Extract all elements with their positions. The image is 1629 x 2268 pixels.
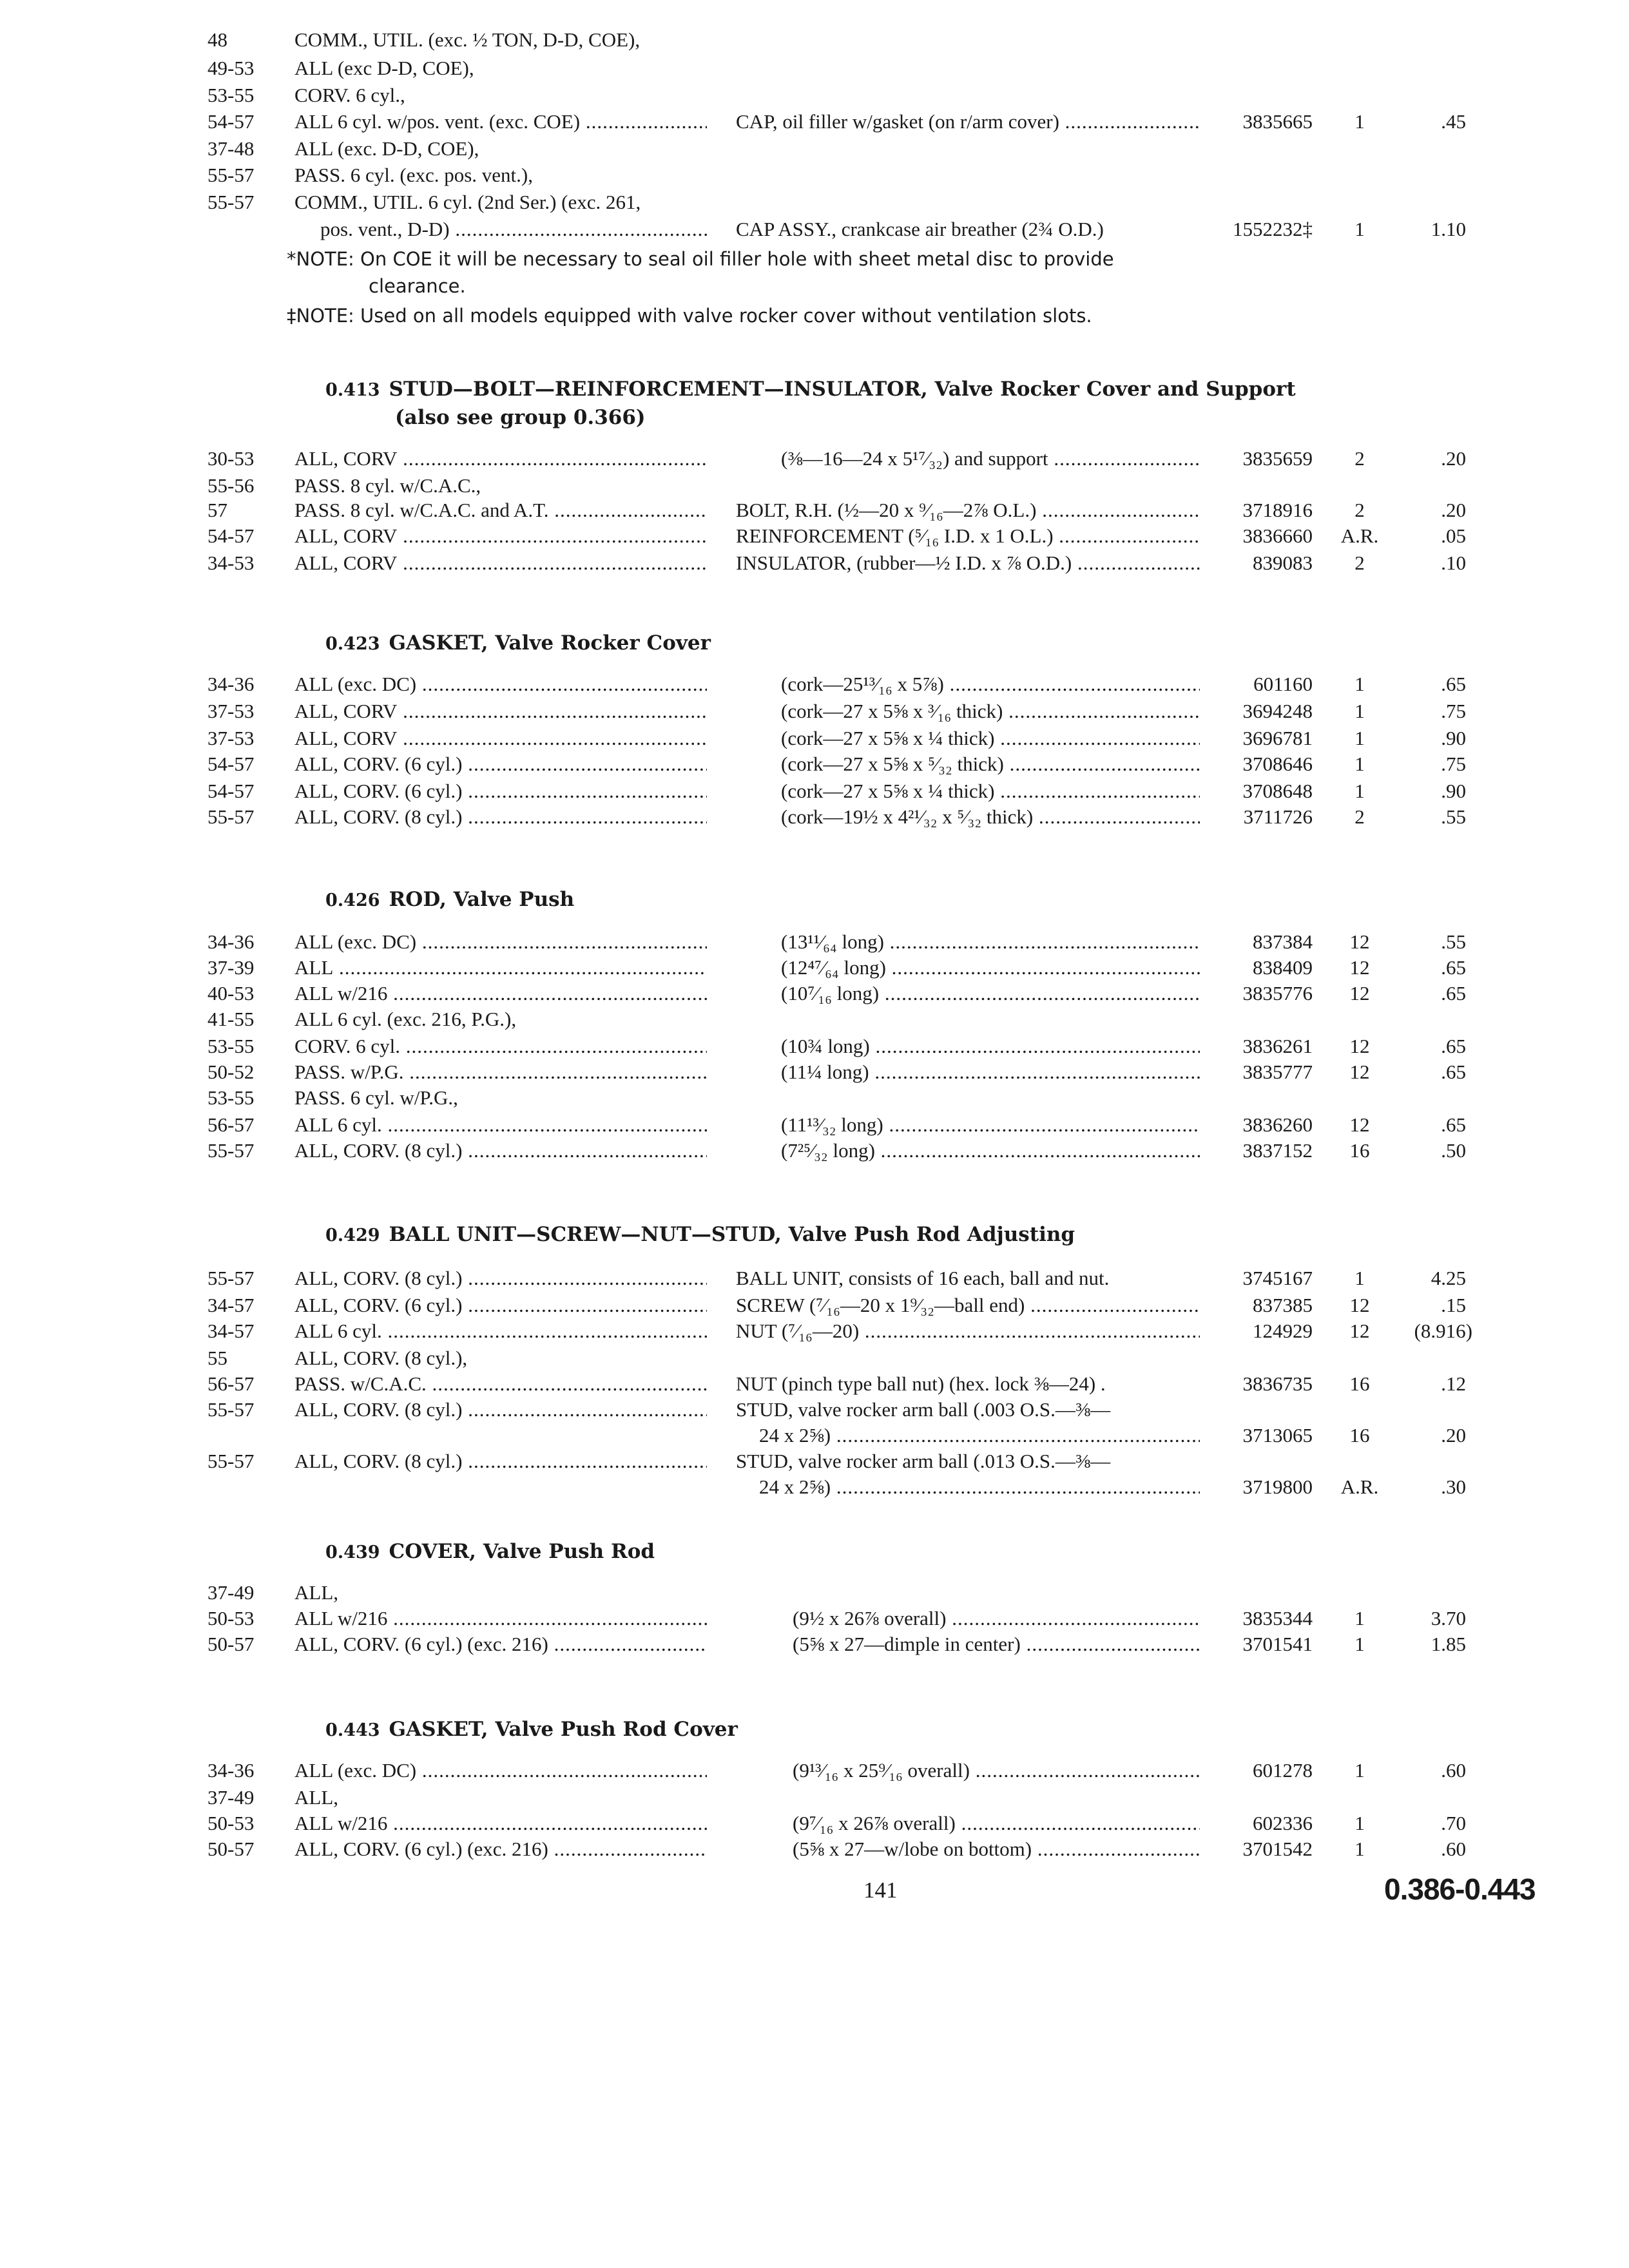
price: .55 xyxy=(1441,930,1466,953)
quantity: A.R. xyxy=(1340,1475,1379,1498)
table-row xyxy=(0,161,1629,189)
table-row xyxy=(0,1447,1629,1475)
quantity: 12 xyxy=(1349,1035,1370,1057)
quantity: 12 xyxy=(1349,956,1370,979)
table-row xyxy=(0,928,1629,956)
application: pos. vent., D-D) ..... xyxy=(294,215,707,244)
application: ALL 6 cyl. ..... xyxy=(294,1111,707,1139)
table-row xyxy=(0,1756,1629,1785)
application: ALL w/216 ..... xyxy=(294,1604,707,1633)
table-row xyxy=(0,670,1629,698)
quantity: 16 xyxy=(1349,1372,1370,1395)
price: .90 xyxy=(1441,727,1466,749)
years: 55-57 xyxy=(207,1450,255,1472)
quantity: 1 xyxy=(1354,1812,1365,1834)
part-description: (9½ x 26⅞ overall) ..... xyxy=(736,1604,1200,1633)
table-row xyxy=(0,108,1629,136)
part-number: 3835776 xyxy=(1242,982,1313,1004)
application: ALL, CORV. (8 cyl.) ..... xyxy=(294,803,707,831)
price: .60 xyxy=(1441,1759,1466,1782)
application: ALL, CORV. (8 cyl.), xyxy=(294,1347,468,1369)
application: ALL, CORV. (8 cyl.) ..... xyxy=(294,1447,707,1475)
table-row xyxy=(0,1291,1629,1320)
years: 57 xyxy=(207,499,227,521)
part-number: 3718916 xyxy=(1242,499,1313,521)
part-number: 839083 xyxy=(1253,552,1313,574)
quantity: 12 xyxy=(1349,1061,1370,1083)
years: 41-55 xyxy=(207,1008,255,1030)
application: ALL w/216 ..... xyxy=(294,979,707,1008)
application: ALL, CORV. (6 cyl.) ..... xyxy=(294,777,707,805)
table-row xyxy=(0,1084,1629,1112)
table-row xyxy=(0,549,1629,577)
application: ALL (exc. DC) ..... xyxy=(294,928,707,956)
part-description: 24 x 2⅝) ..... xyxy=(736,1473,1200,1501)
table-row xyxy=(0,777,1629,805)
price: .45 xyxy=(1441,110,1466,133)
quantity: 12 xyxy=(1349,982,1370,1004)
application: PASS. w/P.G. ..... xyxy=(294,1058,707,1086)
application: ALL w/216 ..... xyxy=(294,1809,707,1838)
table-row xyxy=(0,1809,1629,1838)
table-row xyxy=(0,26,1629,54)
table-row xyxy=(0,1579,1629,1607)
application: ALL 6 cyl. w/pos. vent. (exc. COE) ..... xyxy=(294,108,707,136)
application: COMM., UTIL. (exc. ½ TON, D-D, COE), xyxy=(294,28,641,51)
application: ALL, xyxy=(294,1786,339,1809)
part-description: (9⁷⁄₁₆ x 26⅞ overall) ..... xyxy=(736,1809,1200,1838)
part-description: STUD, valve rocker arm ball (.003 O.S.—⅜— xyxy=(736,1398,1111,1421)
part-number: 837385 xyxy=(1253,1294,1313,1316)
note-ventilation: ‡NOTE: Used on all models equipped with valve rocker cover without ventilation slots. xyxy=(287,305,1092,327)
section-heading xyxy=(325,375,1296,405)
price: .20 xyxy=(1441,1424,1466,1446)
price: .20 xyxy=(1441,499,1466,521)
part-number: 3836260 xyxy=(1242,1113,1313,1136)
years: 54-57 xyxy=(207,780,255,802)
years: 55-57 xyxy=(207,1139,255,1162)
part-description: SCREW (⁷⁄₁₆—20 x 1⁹⁄₃₂—ball end) ..... xyxy=(736,1291,1200,1320)
table-row xyxy=(0,1370,1629,1398)
part-description: (10¾ long) ..... xyxy=(736,1032,1200,1061)
quantity: 12 xyxy=(1349,1113,1370,1136)
years: 50-57 xyxy=(207,1838,255,1860)
part-number: 3837152 xyxy=(1242,1139,1313,1162)
table-row xyxy=(0,1473,1629,1501)
price: .65 xyxy=(1441,1035,1466,1057)
application: ALL, CORV. (6 cyl.) ..... xyxy=(294,1291,707,1320)
application: ALL (exc D-D, COE), xyxy=(294,57,474,79)
table-row xyxy=(0,445,1629,473)
table-row xyxy=(0,1630,1629,1658)
application: ALL 6 cyl. ..... xyxy=(294,1317,707,1345)
table-row xyxy=(0,496,1629,524)
application: ALL ..... xyxy=(294,954,707,982)
years: 37-48 xyxy=(207,137,255,160)
application: PASS. 6 cyl. w/P.G., xyxy=(294,1086,458,1109)
years: 37-39 xyxy=(207,956,255,979)
section-code: 0.423 xyxy=(325,634,380,654)
section-code: 0.443 xyxy=(325,1720,380,1740)
quantity: 1 xyxy=(1354,218,1365,240)
part-description: (12⁴⁷⁄₆₄ long) ..... xyxy=(736,954,1200,982)
section-heading xyxy=(325,629,711,658)
application: PASS. 8 cyl. w/C.A.C., xyxy=(294,474,481,497)
section-title: STUD—BOLT—REINFORCEMENT—INSULATOR, Valve Rocker Cover and Support xyxy=(389,378,1296,401)
years: 50-57 xyxy=(207,1633,255,1655)
quantity: 16 xyxy=(1349,1139,1370,1162)
table-row xyxy=(0,1835,1629,1863)
application: ALL, CORV. (6 cyl.) (exc. 216) ..... xyxy=(294,1630,707,1658)
table-row xyxy=(0,1421,1629,1450)
quantity: 1 xyxy=(1354,780,1365,802)
section-title: GASKET, Valve Rocker Cover xyxy=(389,631,711,655)
table-row xyxy=(0,1317,1629,1345)
section-title: ROD, Valve Push xyxy=(389,888,575,911)
quantity: 1 xyxy=(1354,727,1365,749)
application: ALL, CORV ..... xyxy=(294,724,707,753)
part-number: 3835659 xyxy=(1242,447,1313,470)
table-row xyxy=(0,54,1629,82)
section-heading xyxy=(325,1220,1075,1250)
part-number: 3696781 xyxy=(1242,727,1313,749)
table-row xyxy=(0,1032,1629,1061)
price: .65 xyxy=(1441,956,1466,979)
years: 56-57 xyxy=(207,1372,255,1395)
part-number: 602336 xyxy=(1253,1812,1313,1834)
table-row xyxy=(0,1344,1629,1372)
part-number: 3836261 xyxy=(1242,1035,1313,1057)
years: 50-53 xyxy=(207,1607,255,1629)
years: 53-55 xyxy=(207,1086,255,1109)
price: 1.10 xyxy=(1431,218,1466,240)
years: 37-53 xyxy=(207,727,255,749)
quantity: 1 xyxy=(1354,110,1365,133)
price: 3.70 xyxy=(1431,1607,1466,1629)
price: .30 xyxy=(1441,1475,1466,1498)
years: 34-57 xyxy=(207,1320,255,1342)
years: 54-57 xyxy=(207,753,255,775)
price: .70 xyxy=(1441,1812,1466,1834)
table-row xyxy=(0,750,1629,778)
application: ALL, CORV. (8 cyl.) ..... xyxy=(294,1264,707,1293)
quantity: 12 xyxy=(1349,1294,1370,1316)
years: 53-55 xyxy=(207,84,255,106)
years: 50-52 xyxy=(207,1061,255,1083)
price: 1.85 xyxy=(1431,1633,1466,1655)
part-number: 3836660 xyxy=(1242,524,1313,547)
part-description: CAP ASSY., crankcase air breather (2¾ O.D.) xyxy=(736,218,1104,240)
years: 40-53 xyxy=(207,982,255,1004)
part-description: (⅜—16—24 x 5¹⁷⁄₃₂) and support ..... xyxy=(736,445,1200,473)
table-row xyxy=(0,1264,1629,1293)
table-row xyxy=(0,81,1629,110)
part-number: 3708648 xyxy=(1242,780,1313,802)
years: 37-49 xyxy=(207,1581,255,1604)
years: 34-53 xyxy=(207,552,255,574)
price: .90 xyxy=(1441,780,1466,802)
part-number: 3835777 xyxy=(1242,1061,1313,1083)
table-row xyxy=(0,1058,1629,1086)
table-row xyxy=(0,1604,1629,1633)
years: 34-36 xyxy=(207,673,255,695)
years: 55-57 xyxy=(207,164,255,186)
table-row xyxy=(0,697,1629,726)
part-description: (9¹³⁄₁₆ x 25⁹⁄₁₆ overall) ..... xyxy=(736,1756,1200,1785)
price: .65 xyxy=(1441,1061,1466,1083)
part-number: 124929 xyxy=(1253,1320,1313,1342)
part-number: 3701541 xyxy=(1242,1633,1313,1655)
part-number: 3835665 xyxy=(1242,110,1313,133)
application: ALL (exc. D-D, COE), xyxy=(294,137,479,160)
part-number: 3711726 xyxy=(1243,805,1313,828)
table-row xyxy=(0,1005,1629,1033)
section-code: 0.426 xyxy=(325,890,380,910)
part-description: (cork—25¹³⁄₁₆ x 5⅞) ..... xyxy=(736,670,1200,698)
part-description: (11¹³⁄₃₂ long) ..... xyxy=(736,1111,1200,1139)
table-row xyxy=(0,954,1629,982)
part-description: (5⅝ x 27—dimple in center) ..... xyxy=(736,1630,1200,1658)
part-number: 601278 xyxy=(1253,1759,1313,1782)
table-row xyxy=(0,803,1629,831)
years: 55 xyxy=(207,1347,227,1369)
years: 49-53 xyxy=(207,57,255,79)
years: 50-53 xyxy=(207,1812,255,1834)
application: PASS. 6 cyl. (exc. pos. vent.), xyxy=(294,164,533,186)
section-title: GASKET, Valve Push Rod Cover xyxy=(389,1718,738,1741)
quantity: 12 xyxy=(1349,930,1370,953)
quantity: 1 xyxy=(1354,1759,1365,1782)
quantity: 1 xyxy=(1354,753,1365,775)
section-code: 0.429 xyxy=(325,1225,380,1245)
application: PASS. w/C.A.C. ..... xyxy=(294,1370,707,1398)
quantity: 16 xyxy=(1349,1424,1370,1446)
price: .20 xyxy=(1441,447,1466,470)
part-description: INSULATOR, (rubber—½ I.D. x ⅞ O.D.) ..... xyxy=(736,549,1200,577)
table-row xyxy=(0,522,1629,550)
application: COMM., UTIL. 6 cyl. (2nd Ser.) (exc. 261, xyxy=(294,191,641,213)
group-range: 0.386-0.443 xyxy=(1384,1872,1536,1906)
quantity: 1 xyxy=(1354,1607,1365,1629)
part-description: REINFORCEMENT (⁵⁄₁₆ I.D. x 1 O.L.) ..... xyxy=(736,522,1200,550)
part-description: (7²⁵⁄₃₂ long) ..... xyxy=(736,1137,1200,1165)
part-description: (cork—27 x 5⅝ x ¼ thick) ..... xyxy=(736,777,1200,805)
years: 54-57 xyxy=(207,110,255,133)
quantity: 1 xyxy=(1354,1267,1365,1289)
price: .10 xyxy=(1441,552,1466,574)
price: .15 xyxy=(1441,1294,1466,1316)
part-description: BALL UNIT, consists of 16 each, ball and nut. xyxy=(736,1267,1110,1289)
years: 55-57 xyxy=(207,805,255,828)
quantity: A.R. xyxy=(1340,524,1379,547)
years: 37-53 xyxy=(207,700,255,722)
section-subtitle: (also see group 0.366) xyxy=(395,406,646,429)
part-description: (cork—19½ x 4²¹⁄₃₂ x ⁵⁄₃₂ thick) ..... xyxy=(736,803,1200,831)
table-row xyxy=(0,188,1629,216)
years: 34-36 xyxy=(207,1759,255,1782)
price: .65 xyxy=(1441,982,1466,1004)
part-number: 3719800 xyxy=(1242,1475,1313,1498)
quantity: 1 xyxy=(1354,673,1365,695)
part-description: STUD, valve rocker arm ball (.013 O.S.—⅜— xyxy=(736,1450,1111,1472)
quantity: 1 xyxy=(1354,700,1365,722)
part-description: CAP, oil filler w/gasket (on r/arm cover) ..... xyxy=(736,108,1200,136)
part-description: BOLT, R.H. (½—20 x ⁹⁄₁₆—2⅞ O.L.) ..... xyxy=(736,496,1200,524)
quantity: 2 xyxy=(1354,552,1365,574)
application: ALL, CORV. (6 cyl.) (exc. 216) ..... xyxy=(294,1835,707,1863)
application: ALL, CORV ..... xyxy=(294,697,707,726)
years: 55-57 xyxy=(207,1398,255,1421)
years: 30-53 xyxy=(207,447,255,470)
table-row xyxy=(0,1396,1629,1424)
price: .60 xyxy=(1441,1838,1466,1860)
quantity: 12 xyxy=(1349,1320,1370,1342)
section-title: BALL UNIT—SCREW—NUT—STUD, Valve Push Rod Adjusting xyxy=(389,1223,1075,1246)
part-number: 3836735 xyxy=(1242,1372,1313,1395)
part-number: 3694248 xyxy=(1242,700,1313,722)
section-heading xyxy=(325,1537,655,1567)
application: CORV. 6 cyl. ..... xyxy=(294,1032,707,1061)
table-row xyxy=(0,215,1629,244)
part-number: 601160 xyxy=(1253,673,1313,695)
years: 55-56 xyxy=(207,474,255,497)
part-number: 3713065 xyxy=(1242,1424,1313,1446)
price: (8.916) xyxy=(1414,1320,1472,1342)
part-description: (cork—27 x 5⅝ x ³⁄₁₆ thick) ..... xyxy=(736,697,1200,726)
part-description: (5⅝ x 27—w/lobe on bottom) ..... xyxy=(736,1835,1200,1863)
part-number: 3835344 xyxy=(1242,1607,1313,1629)
application: ALL (exc. DC) ..... xyxy=(294,670,707,698)
page-number: 141 xyxy=(863,1878,898,1903)
table-row xyxy=(0,1137,1629,1165)
price: .55 xyxy=(1441,805,1466,828)
price: 4.25 xyxy=(1431,1267,1466,1289)
years: 37-49 xyxy=(207,1786,255,1809)
price: .75 xyxy=(1441,753,1466,775)
note-coe-continued: clearance. xyxy=(369,275,466,297)
price: .05 xyxy=(1441,524,1466,547)
years: 56-57 xyxy=(207,1113,255,1136)
table-row xyxy=(0,1783,1629,1812)
table-row xyxy=(0,135,1629,163)
application: ALL, CORV ..... xyxy=(294,445,707,473)
part-number: 3708646 xyxy=(1242,753,1313,775)
table-row xyxy=(0,1111,1629,1139)
application: ALL, CORV. (8 cyl.) ..... xyxy=(294,1396,707,1424)
years: 53-55 xyxy=(207,1035,255,1057)
quantity: 2 xyxy=(1354,805,1365,828)
application: ALL (exc. DC) ..... xyxy=(294,1756,707,1785)
part-description: NUT (⁷⁄₁₆—20) ..... xyxy=(736,1317,1200,1345)
part-number: 3745167 xyxy=(1242,1267,1313,1289)
years: 48 xyxy=(207,28,227,51)
application: ALL, CORV. (8 cyl.) ..... xyxy=(294,1137,707,1165)
part-description: (11¼ long) ..... xyxy=(736,1058,1200,1086)
part-description: (13¹¹⁄₆₄ long) ..... xyxy=(736,928,1200,956)
quantity: 1 xyxy=(1354,1838,1365,1860)
part-description: 24 x 2⅝) ..... xyxy=(736,1421,1200,1450)
price: .12 xyxy=(1441,1372,1466,1395)
section-heading xyxy=(325,1715,738,1745)
part-description: (cork—27 x 5⅝ x ⁵⁄₃₂ thick) ..... xyxy=(736,750,1200,778)
application: ALL, CORV ..... xyxy=(294,549,707,577)
quantity: 1 xyxy=(1354,1633,1365,1655)
years: 34-57 xyxy=(207,1294,255,1316)
years: 34-36 xyxy=(207,930,255,953)
section-code: 0.439 xyxy=(325,1542,380,1562)
application: ALL, CORV ..... xyxy=(294,522,707,550)
years: 55-57 xyxy=(207,1267,255,1289)
years: 55-57 xyxy=(207,191,255,213)
section-title: COVER, Valve Push Rod xyxy=(389,1540,655,1563)
part-number: 838409 xyxy=(1253,956,1313,979)
note-coe: *NOTE: On COE it will be necessary to seal oil filler hole with sheet metal disc to provide xyxy=(287,248,1114,270)
price: .65 xyxy=(1441,673,1466,695)
part-number: 1552232‡ xyxy=(1233,218,1313,240)
application: ALL, xyxy=(294,1581,339,1604)
part-description: (10⁷⁄₁₆ long) ..... xyxy=(736,979,1200,1008)
quantity: 2 xyxy=(1354,499,1365,521)
section-code: 0.413 xyxy=(325,380,380,400)
part-number: 837384 xyxy=(1253,930,1313,953)
part-description: (cork—27 x 5⅝ x ¼ thick) ..... xyxy=(736,724,1200,753)
years: 54-57 xyxy=(207,524,255,547)
application: CORV. 6 cyl., xyxy=(294,84,405,106)
part-number: 3701542 xyxy=(1242,1838,1313,1860)
price: .65 xyxy=(1441,1113,1466,1136)
application: PASS. 8 cyl. w/C.A.C. and A.T. ..... xyxy=(294,496,707,524)
price: .50 xyxy=(1441,1139,1466,1162)
table-row xyxy=(0,979,1629,1008)
section-heading xyxy=(325,885,574,915)
table-row xyxy=(0,724,1629,753)
price: .75 xyxy=(1441,700,1466,722)
application: ALL, CORV. (6 cyl.) ..... xyxy=(294,750,707,778)
part-description: NUT (pinch type ball nut) (hex. lock ⅜—24) . xyxy=(736,1372,1106,1395)
application: ALL 6 cyl. (exc. 216, P.G.), xyxy=(294,1008,517,1030)
quantity: 2 xyxy=(1354,447,1365,470)
